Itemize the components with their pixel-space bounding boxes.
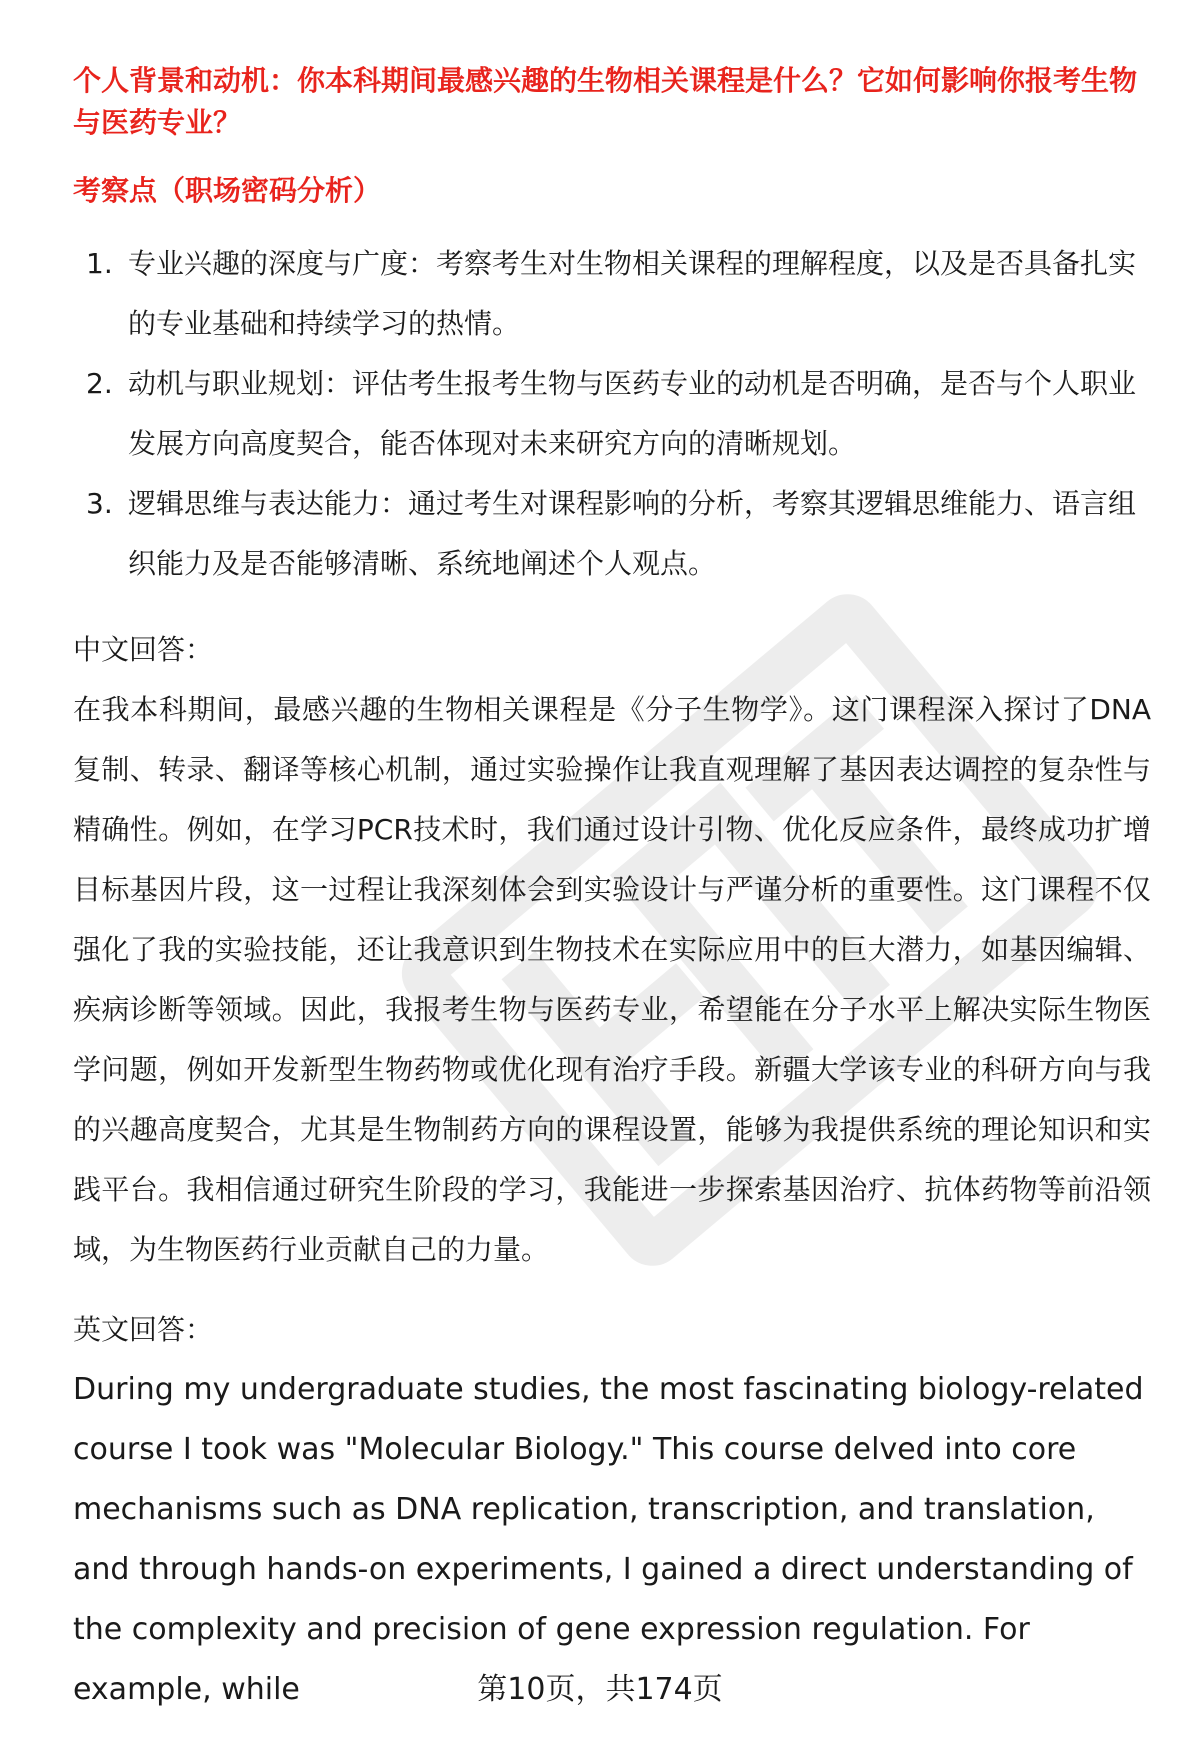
- english-answer-label: 英文回答：: [73, 1313, 214, 1346]
- list-item-text: 动机与职业规划：评估考生报考生物与医药专业的动机是否明确，是否与个人职业发展方向高度契合，能否体现对未来研究方向的清晰规划。: [128, 367, 1137, 460]
- assessment-points-list: [73, 234, 1151, 594]
- list-item: [73, 354, 1151, 474]
- list-item-number: 1.: [86, 247, 113, 280]
- chinese-answer-text: 在我本科期间，最感兴趣的生物相关课程是《分子生物学》。这门课程深入探讨了DNA复制、转录、翻译等核心机制，通过实验操作让我直观理解了基因表达调控的复杂性与精确性。例如，在学习PCR技术时，我们通过设计引物、优化反应条件，最终成功扩增目标基因片段，这一过程让我深刻体会到实验设计与严谨分析的重要性。这门课程不仅强化了我的实验技能，还让我意识到生物技术在实际应用中的巨大潜力，如基因编辑、疾病诊断等领域。因此，我报考生物与医药专业，希望能在分子水平上解决实际生物医学问题，例如开发新型生物药物或优化现有治疗手段。新疆大学该专业的科研方向与我的兴趣高度契合，尤其是生物制药方向的课程设置，能够为我提供系统的理论知识和实践平台。我相信通过研究生阶段的学习，我能进一步探索基因治疗、抗体药物等前沿领域，为生物医药行业贡献自己的力量。: [73, 693, 1151, 1266]
- list-item-text: 逻辑思维与表达能力：通过考生对课程影响的分析，考察其逻辑思维能力、语言组织能力及是否能够清晰、系统地阐述个人观点。: [128, 487, 1137, 580]
- list-item: [73, 234, 1151, 354]
- points-heading: 考察点（职场密码分析）: [73, 174, 382, 207]
- chinese-answer-label: 中文回答：: [73, 633, 214, 666]
- question-title: 个人背景和动机：你本科期间最感兴趣的生物相关课程是什么？它如何影响你报考生物与医药专业？: [73, 64, 1138, 139]
- page-number: 第10页，共174页: [477, 1672, 723, 1707]
- list-item-text: 专业兴趣的深度与广度：考察考生对生物相关课程的理解程度，以及是否具备扎实的专业基础和持续学习的热情。: [128, 247, 1137, 340]
- list-item: [73, 474, 1151, 594]
- english-answer-text: During my undergraduate studies, the most fascinating biology-related course I took was "Molecular Biology." This course delved into core mechanisms such as DNA replication, transcription, and translation, and through hands-on experiments, I gained a direct understanding of the complexity and precision of gene expression regulation. For example, while: [73, 1372, 1144, 1707]
- list-item-number: 3.: [86, 487, 113, 520]
- list-item-number: 2.: [86, 367, 113, 400]
- main-content: [73, 60, 1151, 1720]
